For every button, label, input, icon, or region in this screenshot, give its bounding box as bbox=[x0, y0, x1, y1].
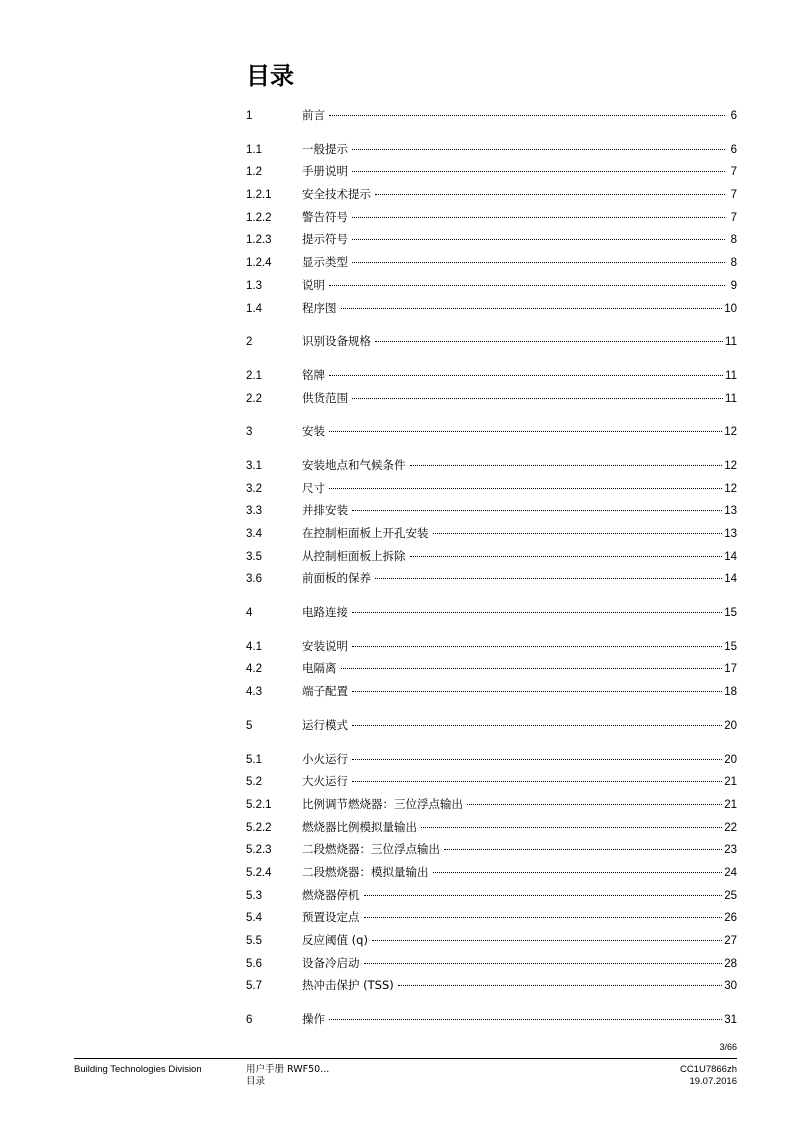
footer-doc-id: CC1U7866zh bbox=[679, 1064, 737, 1075]
toc-entry-page: 24 bbox=[724, 866, 737, 879]
toc-dot-leader bbox=[433, 533, 723, 534]
footer-doc-info bbox=[680, 1064, 737, 1088]
toc-entry-number: 1.2.3 bbox=[246, 234, 272, 247]
toc-entry-title: 识别设备规格 bbox=[302, 334, 371, 349]
toc-entry-number: 5.1 bbox=[246, 753, 262, 766]
toc-entry[interactable] bbox=[246, 548, 737, 571]
toc-entry-title: 大火运行 bbox=[302, 774, 348, 789]
toc-dot-leader bbox=[352, 759, 722, 760]
toc-dot-leader bbox=[352, 262, 725, 263]
toc-entry-title: 二段燃烧器：三位浮点输出 bbox=[302, 842, 440, 857]
toc-entry-page: 22 bbox=[724, 821, 737, 834]
toc-entry-title: 显示类型 bbox=[302, 255, 348, 270]
toc-entry-line bbox=[302, 390, 737, 406]
toc-dot-leader bbox=[352, 781, 722, 782]
toc-entry-title: 设备冷启动 bbox=[302, 955, 360, 970]
toc-entry-number: 3.1 bbox=[246, 459, 262, 472]
toc-entry-title: 二段燃烧器：模拟量输出 bbox=[302, 864, 429, 879]
toc-entry-line bbox=[302, 570, 737, 586]
toc-entry-title: 铭牌 bbox=[302, 367, 325, 382]
toc-entry-line bbox=[302, 717, 737, 733]
toc-entry-page: 31 bbox=[724, 1014, 737, 1027]
toc-entry-line bbox=[302, 819, 737, 835]
toc-entry-title: 端子配置 bbox=[302, 684, 348, 699]
toc-entry-page: 26 bbox=[724, 912, 737, 925]
toc-entry-title: 说明 bbox=[302, 277, 325, 292]
toc-entry-page: 13 bbox=[724, 505, 737, 518]
toc-entry-line bbox=[302, 502, 737, 518]
toc-entry-title: 并排安装 bbox=[302, 503, 348, 518]
toc-entry[interactable] bbox=[246, 1011, 737, 1034]
footer-section: 目录 bbox=[246, 1076, 266, 1087]
toc-entry-line bbox=[302, 107, 737, 123]
toc-entry-number: 1 bbox=[246, 110, 253, 122]
page-title: 目录 bbox=[246, 62, 294, 90]
toc-entry-number: 5.6 bbox=[246, 957, 262, 970]
toc-dot-leader bbox=[410, 556, 723, 557]
toc-entry-line bbox=[302, 977, 737, 993]
toc-entry-line bbox=[302, 548, 737, 564]
toc-entry-number: 2 bbox=[246, 336, 253, 349]
toc-entry-number: 3.3 bbox=[246, 505, 262, 518]
toc-entry-line bbox=[302, 163, 737, 179]
toc-entry-number: 4 bbox=[246, 607, 253, 620]
toc-entry-title: 前言 bbox=[302, 108, 325, 122]
toc-entry-number: 1.2 bbox=[246, 166, 262, 179]
toc-dot-leader bbox=[433, 872, 723, 873]
toc-entry-title: 反应阈值 (q) bbox=[302, 933, 368, 947]
toc-entry-line bbox=[302, 525, 737, 541]
toc-entry-number: 5.2 bbox=[246, 776, 262, 789]
footer-divider bbox=[74, 1058, 737, 1059]
toc-entry-number: 1.2.4 bbox=[246, 257, 272, 270]
toc-entry-line bbox=[302, 367, 737, 383]
toc-entry[interactable] bbox=[246, 209, 737, 232]
toc-entry-page: 6 bbox=[730, 110, 737, 122]
toc-dot-leader bbox=[329, 431, 722, 432]
toc-entry[interactable] bbox=[246, 254, 737, 277]
toc-entry-number: 3.4 bbox=[246, 528, 262, 540]
toc-entry-line bbox=[302, 660, 737, 676]
toc-entry-number: 1.3 bbox=[246, 279, 262, 292]
toc-entry-number: 3 bbox=[246, 426, 253, 439]
footer-manual: 用户手册 RWF50... bbox=[246, 1064, 330, 1075]
toc-entry-title: 从控制柜面板上拆除 bbox=[302, 548, 406, 563]
toc-entry-number: 2.2 bbox=[246, 392, 262, 405]
toc-entry-page: 10 bbox=[724, 302, 737, 315]
toc-entry-number: 5 bbox=[246, 719, 253, 732]
toc-entry-title: 安装说明 bbox=[302, 638, 348, 653]
toc-entry-number: 4.3 bbox=[246, 686, 262, 699]
toc-dot-leader bbox=[352, 239, 725, 240]
toc-entry-title: 安装地点和气候条件 bbox=[302, 457, 406, 472]
toc-dot-leader bbox=[352, 725, 722, 726]
toc-dot-leader bbox=[352, 149, 725, 150]
toc-entry-title: 尺寸 bbox=[302, 480, 325, 495]
toc-entry-line bbox=[302, 141, 737, 157]
toc-entry-title: 预置设定点 bbox=[302, 910, 360, 925]
toc-entry[interactable] bbox=[246, 300, 737, 323]
toc-entry-number: 4.1 bbox=[246, 640, 262, 653]
toc-entry[interactable] bbox=[246, 717, 737, 740]
toc-dot-leader bbox=[352, 612, 722, 613]
toc-dot-leader bbox=[410, 465, 723, 466]
toc-entry[interactable] bbox=[246, 909, 737, 932]
toc-entry-line bbox=[302, 932, 737, 948]
toc-entry-page: 23 bbox=[724, 844, 737, 857]
toc-entry-title: 燃烧器停机 bbox=[302, 887, 360, 902]
toc-dot-leader bbox=[352, 398, 723, 399]
toc-entry-line bbox=[302, 457, 737, 473]
toc-entry-title: 操作 bbox=[302, 1012, 325, 1027]
toc-entry-page: 6 bbox=[730, 143, 737, 156]
toc-dot-leader bbox=[352, 646, 722, 647]
toc-entry-page: 25 bbox=[724, 889, 737, 902]
toc-entry-title: 前面板的保养 bbox=[302, 571, 371, 586]
footer-date: 19.07.2016 bbox=[689, 1076, 737, 1087]
toc-entry-line bbox=[302, 955, 737, 971]
toc-entry-page: 14 bbox=[724, 573, 737, 586]
toc-entry-line bbox=[302, 887, 737, 903]
toc-entry[interactable] bbox=[246, 480, 737, 503]
toc-dot-leader bbox=[352, 691, 722, 692]
toc-dot-leader bbox=[364, 895, 723, 896]
toc-entry-title: 手册说明 bbox=[302, 164, 348, 179]
toc-entry-line bbox=[302, 604, 737, 620]
toc-entry[interactable] bbox=[246, 819, 737, 842]
toc-entry-line bbox=[302, 796, 737, 812]
toc-entry-line bbox=[302, 1011, 737, 1027]
toc-dot-leader bbox=[467, 804, 722, 805]
toc-entry-number: 5.7 bbox=[246, 980, 262, 993]
toc-entry[interactable] bbox=[246, 570, 737, 593]
toc-entry-number: 1.4 bbox=[246, 302, 262, 315]
toc-entry-title: 提示符号 bbox=[302, 232, 348, 247]
toc-entry-number: 1.2.2 bbox=[246, 211, 272, 224]
toc-entry-line bbox=[302, 231, 737, 247]
toc-entry[interactable] bbox=[246, 683, 737, 706]
toc-entry-number: 4.2 bbox=[246, 663, 262, 676]
footer-division: Building Technologies Division bbox=[74, 1064, 202, 1075]
toc-dot-leader bbox=[364, 963, 723, 964]
toc-entry-page: 21 bbox=[724, 776, 737, 789]
table-of-contents bbox=[246, 107, 737, 1034]
toc-entry-line bbox=[302, 638, 737, 654]
toc-entry-page: 12 bbox=[724, 482, 737, 495]
toc-entry-title: 安装 bbox=[302, 424, 325, 439]
toc-entry-page: 28 bbox=[724, 957, 737, 970]
toc-dot-leader bbox=[375, 578, 722, 579]
toc-entry-number: 2.1 bbox=[246, 369, 262, 382]
toc-entry-page: 7 bbox=[730, 166, 737, 179]
toc-entry-line bbox=[302, 841, 737, 857]
toc-entry-title: 小火运行 bbox=[302, 751, 348, 766]
toc-dot-leader bbox=[398, 985, 722, 986]
toc-entry-title: 警告符号 bbox=[302, 209, 348, 224]
toc-entry-title: 电路连接 bbox=[302, 605, 348, 620]
toc-entry[interactable] bbox=[246, 955, 737, 978]
toc-entry-number: 1.1 bbox=[246, 143, 262, 156]
toc-entry-page: 7 bbox=[730, 211, 737, 224]
toc-entry-page: 18 bbox=[724, 686, 737, 699]
toc-entry-line bbox=[302, 751, 737, 767]
toc-dot-leader bbox=[352, 171, 725, 172]
toc-entry-page: 11 bbox=[725, 369, 737, 382]
toc-entry-number: 5.2.3 bbox=[246, 844, 272, 857]
toc-entry[interactable] bbox=[246, 864, 737, 887]
toc-entry-page: 8 bbox=[730, 234, 737, 247]
footer-manual-info bbox=[246, 1064, 329, 1088]
toc-dot-leader bbox=[329, 488, 722, 489]
toc-entry-title: 比例调节燃烧器：三位浮点输出 bbox=[302, 796, 463, 811]
toc-entry[interactable] bbox=[246, 333, 737, 356]
toc-entry[interactable] bbox=[246, 638, 737, 661]
toc-entry-title: 燃烧器比例模拟量输出 bbox=[302, 819, 417, 834]
toc-entry[interactable] bbox=[246, 107, 737, 130]
toc-entry[interactable] bbox=[246, 841, 737, 864]
toc-entry-line bbox=[302, 209, 737, 225]
toc-entry-page: 27 bbox=[724, 935, 737, 947]
toc-entry[interactable] bbox=[246, 423, 737, 446]
toc-entry-title: 安全技术提示 bbox=[302, 187, 371, 202]
toc-entry-page: 13 bbox=[724, 528, 737, 540]
toc-entry[interactable] bbox=[246, 277, 737, 300]
toc-entry-line bbox=[302, 909, 737, 925]
toc-entry-number: 3.2 bbox=[246, 482, 262, 495]
toc-entry[interactable] bbox=[246, 390, 737, 413]
toc-entry-number: 6 bbox=[246, 1014, 253, 1027]
toc-entry-number: 1.2.1 bbox=[246, 189, 272, 202]
toc-entry-page: 11 bbox=[725, 336, 737, 349]
toc-entry-page: 7 bbox=[730, 189, 737, 202]
toc-entry-page: 8 bbox=[730, 257, 737, 270]
toc-dot-leader bbox=[352, 510, 722, 511]
toc-entry-page: 17 bbox=[724, 663, 737, 676]
toc-entry-line bbox=[302, 423, 737, 439]
toc-dot-leader bbox=[352, 217, 725, 218]
toc-entry-title: 供货范围 bbox=[302, 390, 348, 405]
toc-dot-leader bbox=[329, 115, 725, 116]
toc-entry-title: 运行模式 bbox=[302, 717, 348, 732]
toc-entry[interactable] bbox=[246, 163, 737, 186]
toc-dot-leader bbox=[375, 341, 723, 342]
toc-dot-leader bbox=[444, 849, 722, 850]
toc-dot-leader bbox=[421, 827, 722, 828]
toc-entry-number: 5.4 bbox=[246, 912, 262, 925]
toc-entry-line bbox=[302, 683, 737, 699]
toc-entry-page: 30 bbox=[724, 980, 737, 993]
toc-dot-leader bbox=[375, 194, 725, 195]
toc-dot-leader bbox=[341, 668, 723, 669]
toc-entry-line bbox=[302, 864, 737, 880]
toc-dot-leader bbox=[329, 375, 723, 376]
toc-entry[interactable] bbox=[246, 604, 737, 627]
toc-entry[interactable] bbox=[246, 141, 737, 164]
toc-entry[interactable] bbox=[246, 977, 737, 1000]
toc-entry[interactable] bbox=[246, 231, 737, 254]
toc-entry-page: 9 bbox=[730, 279, 737, 292]
toc-entry-line bbox=[302, 277, 737, 293]
toc-entry-number: 5.2.2 bbox=[246, 821, 272, 834]
toc-dot-leader bbox=[372, 940, 722, 941]
toc-entry-line bbox=[302, 333, 737, 349]
toc-entry-number: 5.3 bbox=[246, 889, 262, 902]
toc-entry-page: 12 bbox=[724, 426, 737, 439]
toc-entry-page: 12 bbox=[724, 459, 737, 472]
toc-entry[interactable] bbox=[246, 186, 737, 209]
toc-entry-line bbox=[302, 300, 737, 316]
toc-entry-number: 5.2.1 bbox=[246, 798, 272, 811]
toc-entry-title: 一般提示 bbox=[302, 141, 348, 156]
toc-entry-title: 热冲击保护 (TSS) bbox=[302, 978, 394, 993]
toc-entry[interactable] bbox=[246, 773, 737, 796]
toc-entry-line bbox=[302, 773, 737, 789]
toc-entry[interactable] bbox=[246, 751, 737, 774]
toc-entry-number: 3.6 bbox=[246, 573, 262, 586]
toc-entry[interactable] bbox=[246, 525, 737, 548]
toc-entry-title: 程序图 bbox=[302, 300, 337, 315]
toc-entry-title: 电隔离 bbox=[302, 661, 337, 676]
toc-entry[interactable] bbox=[246, 660, 737, 683]
toc-entry-line bbox=[302, 480, 737, 496]
toc-entry-page: 14 bbox=[724, 550, 737, 563]
toc-entry-line bbox=[302, 254, 737, 270]
toc-entry-page: 11 bbox=[725, 392, 737, 405]
toc-entry[interactable] bbox=[246, 887, 737, 910]
toc-entry-page: 15 bbox=[724, 640, 737, 653]
toc-dot-leader bbox=[329, 1019, 722, 1020]
toc-entry-number: 5.2.4 bbox=[246, 866, 272, 879]
toc-entry-line bbox=[302, 186, 737, 202]
toc-dot-leader bbox=[341, 308, 723, 309]
toc-entry[interactable] bbox=[246, 796, 737, 819]
toc-entry[interactable] bbox=[246, 932, 737, 955]
toc-entry-number: 3.5 bbox=[246, 550, 262, 563]
toc-entry-page: 21 bbox=[724, 798, 737, 811]
toc-entry[interactable] bbox=[246, 457, 737, 480]
toc-entry-number: 5.5 bbox=[246, 935, 262, 947]
toc-entry-page: 15 bbox=[724, 607, 737, 620]
toc-entry[interactable] bbox=[246, 367, 737, 390]
toc-entry[interactable] bbox=[246, 502, 737, 525]
page-number: 3/66 bbox=[719, 1042, 737, 1052]
toc-entry-title: 在控制柜面板上开孔安装 bbox=[302, 526, 429, 540]
toc-dot-leader bbox=[364, 917, 723, 918]
toc-entry-page: 20 bbox=[724, 719, 737, 732]
toc-dot-leader bbox=[329, 285, 725, 286]
toc-entry-page: 20 bbox=[724, 753, 737, 766]
